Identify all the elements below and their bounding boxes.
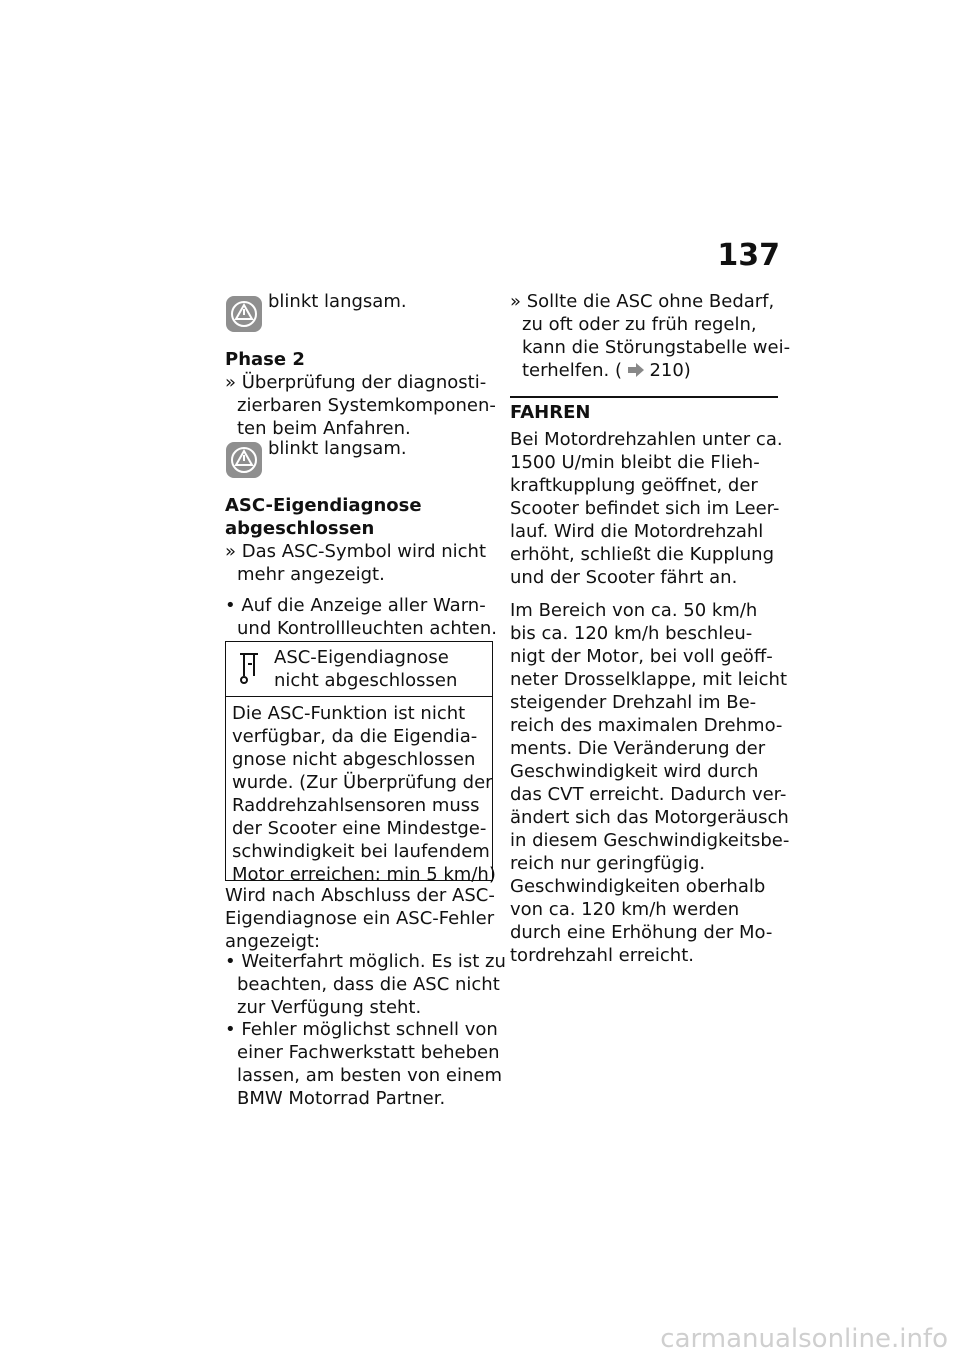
page-number: 137 (717, 238, 780, 273)
right-top-bullet: » Sollte die ASC ohne Bedarf, zu oft oder zu früh regeln, kann die Störungstabelle wei- terhelfen. ( 210) (510, 291, 791, 381)
arrow-right-icon (628, 360, 644, 383)
section-divider (510, 396, 778, 398)
wrench-icon (236, 650, 262, 692)
warning-light-icon (226, 296, 262, 332)
warning-light-icon (226, 442, 262, 478)
page-reference-link[interactable]: 210) (649, 360, 691, 381)
status-text-1: blinkt langsam. (268, 291, 407, 312)
notice-title: ASC-Eigendiagnose nicht abgeschlossen (274, 647, 458, 691)
fahren-paragraph-2: Im Bereich von ca. 50 km/h bis ca. 120 km/h beschleu- nigt der Motor, bei voll geöff- neter Drosselklappe, mit leicht steigender Drehzahl im Be- reich des maximalen Drehmo- ments. Die Veränderung der Geschwindigkeit wird durch das CVT erreicht. Dadurch ver- ändert sich das Motorgeräusch in diesem Geschwindigkeitsbe- reich nur geringfügig. Geschwindigkeiten oberhalb von ca. 120 km/h werden durch eine Erhöhung der Mo- tordrehzahl erreicht. (510, 600, 790, 966)
status-text-2: blinkt langsam. (268, 438, 407, 459)
phase2-bullet: » Überprüfung der diagnosti- zierbaren Systemkomponen- ten beim Anfahren. (225, 372, 496, 439)
fahren-paragraph-1: Bei Motordrehzahlen unter ca. 1500 U/min bleibt die Flieh- kraftkupplung geöffnet, der Scooter befindet sich im Leer- lauf. Wird die Motordrehzahl erhöht, schließt die Kupplung und der Scooter fährt an. (510, 429, 783, 588)
after-notice-text: Wird nach Abschluss der ASC- Eigendiagnose ein ASC-Fehler angezeigt: (225, 885, 495, 952)
section-heading: FAHREN (510, 402, 591, 423)
bullet-b: • Fehler möglichst schnell von einer Fachwerkstatt beheben lassen, am besten von einem BMW Motorrad Partner. (225, 1019, 503, 1109)
asc-bullet: » Das ASC-Symbol wird nicht mehr angezeigt. (225, 541, 487, 585)
dot-bullet: • Auf die Anzeige aller Warn- und Kontrollleuchten achten. (225, 595, 498, 639)
phase2-heading: Phase 2 (225, 349, 305, 370)
notice-box-header (226, 642, 492, 697)
notice-body: Die ASC-Funktion ist nicht verfügbar, da die Eigendia- gnose nicht abgeschlossen wurde. (Zur Überprüfung der Raddrehzahlsensoren muss der Scooter eine Mindestge- schwindigkeit bei laufendem Motor erreichen: min 5 km/h) (232, 703, 496, 885)
bullet-a: • Weiterfahrt möglich. Es ist zu beachten, dass die ASC nicht zur Verfügung steht. (225, 951, 506, 1018)
asc-heading: ASC-Eigendiagnose abgeschlossen (225, 495, 422, 539)
notice-box (225, 641, 496, 885)
watermark: carmanualsonline.info (660, 1324, 948, 1354)
